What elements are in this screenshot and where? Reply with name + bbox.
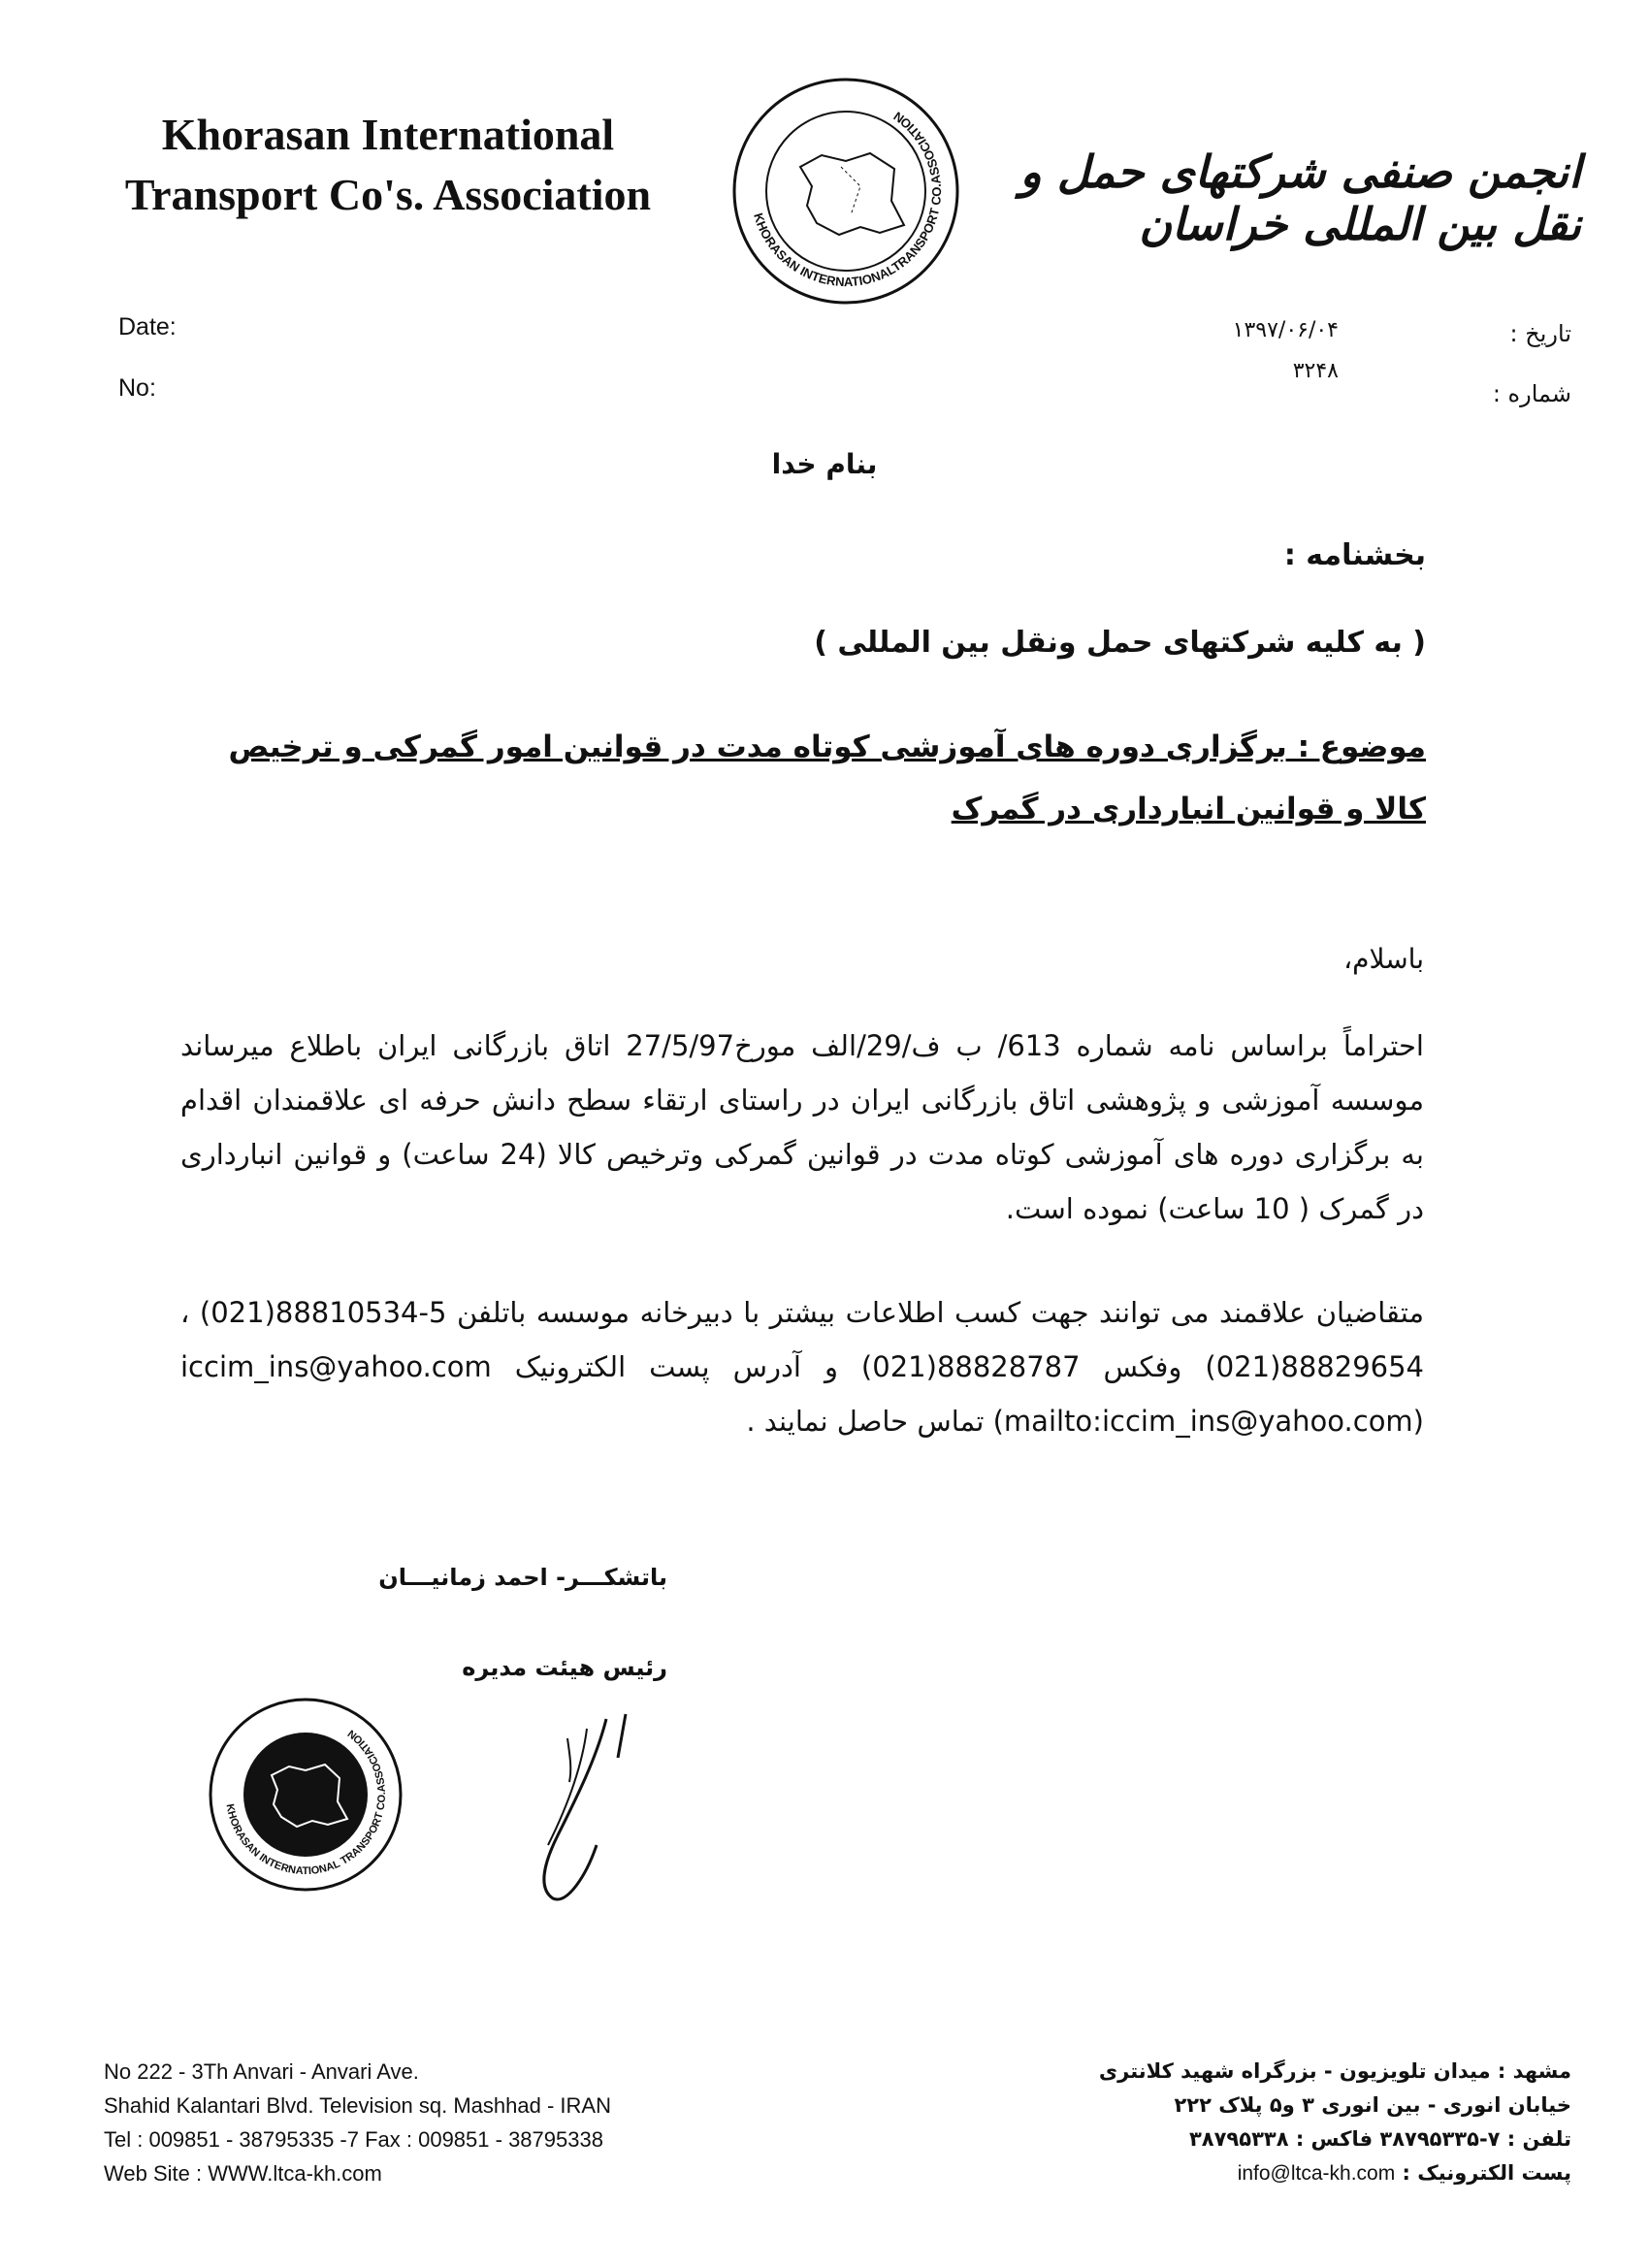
- association-stamp: [204, 1693, 407, 1896]
- footer-address-fa: [1028, 2055, 1571, 2190]
- letter-type: بخشنامه :: [1283, 538, 1426, 572]
- signer-title: رئیس هیئت مدیره: [462, 1654, 667, 1681]
- footer-en-line4: Web Site : WWW.ltca-kh.com: [104, 2161, 382, 2186]
- body-paragraph-2: [180, 1285, 1424, 1448]
- footer-fa-line4: [1028, 2156, 1571, 2190]
- date-value: ۱۳۹۷/۰۶/۰۴: [1232, 318, 1339, 342]
- body-paragraph-1-text: احتراماً براساس نامه شماره 613/ ب ف/29/الف مورخ27/5/97 اتاق بازرگانی ایران باطلاع میرساند موسسه آموزشی و پژوهشی اتاق بازرگانی ایران در راستای ارتقاء سطح دانش حرفه ای علاقمندان اقدام به برگزاری دوره های آموزشی کوتاه مدت در قوانین گمرکی وترخیص کالا (24 ساعت) و قوانین انبارداری در گمرک ( 10 ساعت) نموده است.: [180, 1029, 1424, 1225]
- footer-email-label: پست الکترونیک :: [1402, 2161, 1571, 2185]
- recipients: ( به کلیه شرکتهای حمل ونقل بین المللی ): [814, 626, 1426, 660]
- signature-image: [500, 1700, 645, 1913]
- body-paragraph-2-text: متقاضیان علاقمند می توانند جهت کسب اطلاعات بیشتر با دبیرخانه موسسه باتلفن 5-88810534(021) ، 88829654(021) وفکس 88828787(021) و آدرس پست الکترونیک iccim_ins@yahoo.com (mailto:iccim_ins@yahoo.com) تماس حاصل نمایند .: [180, 1296, 1424, 1438]
- footer-en-line2: Shahid Kalantari Blvd. Television sq. Mashhad - IRAN: [104, 2093, 611, 2118]
- footer-fa-line3: تلفن : ۷-۳۸۷۹۵۳۳۵ فاکس : ۳۸۷۹۵۳۳۸: [1188, 2127, 1571, 2151]
- org-name-en-line2: Transport Co's. Association: [124, 170, 652, 219]
- date-label-fa: تاریخ :: [1509, 320, 1571, 347]
- svg-text:KHORASAN INTERNATIONALTRANSPOR: KHORASAN INTERNATIONALTRANSPORT CO.ASSOCIATION: [751, 109, 945, 290]
- footer-fa-line2: خیابان انوری - بین انوری ۳ و۵ پلاک ۲۲۲: [1174, 2093, 1571, 2117]
- number-label-en: No:: [118, 374, 156, 402]
- footer-en-line1: No 222 - 3Th Anvari - Anvari Ave.: [104, 2059, 419, 2084]
- org-name-en-line1: Khorasan International: [161, 110, 615, 159]
- invocation: بنام خدا: [771, 448, 878, 480]
- footer-en-line3: Tel : 009851 - 38795335 -7 Fax : 009851 - 38795338: [104, 2127, 603, 2152]
- association-seal-logo: [715, 60, 977, 322]
- footer-email: info@ltca-kh.com: [1237, 2162, 1396, 2185]
- closing-signer: باتشکـــر- احمد زمانیـــان: [378, 1564, 667, 1591]
- subject: موضوع : برگزاری دوره های آموزشی کوتاه مدت در قوانین امور گمرکی و ترخیص کالا و قوانین انبارداری در گمرک: [228, 729, 1426, 826]
- number-value: ۳۲۴۸: [1292, 359, 1339, 383]
- date-label-en: Date:: [118, 313, 177, 340]
- svg-text:KHORASAN INTERNATIONAL TRANSPO: KHORASAN INTERNATIONAL TRANSPORT CO.ASSOCIATION: [223, 1727, 389, 1878]
- footer-address-en: [104, 2055, 725, 2190]
- organization-name-fa: انجمن صنفی شرکتهای حمل و نقل بین المللی خراسان: [1019, 146, 1581, 250]
- greeting: باسلام،: [1343, 943, 1424, 975]
- body-paragraph-1: [180, 1019, 1424, 1236]
- organization-name-en: [97, 105, 679, 225]
- footer-fa-line1: مشهد : میدان تلویزیون - بزرگراه شهید کلانتری: [1098, 2059, 1571, 2083]
- number-label-fa: شماره :: [1492, 380, 1571, 407]
